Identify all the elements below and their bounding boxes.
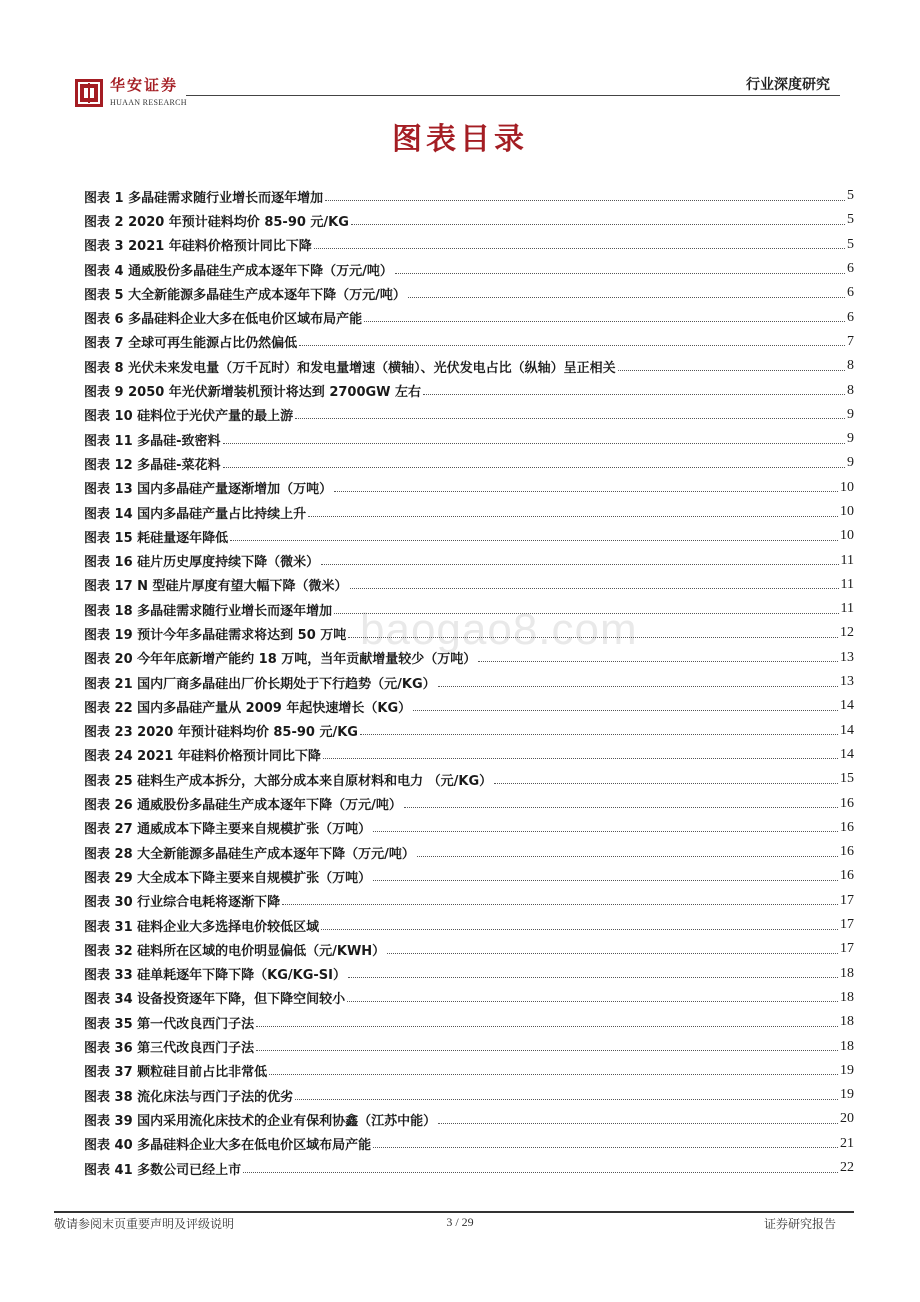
toc-entry[interactable] xyxy=(84,330,854,354)
toc-entry[interactable] xyxy=(84,889,854,913)
toc-entry-label[interactable]: 图表 35 第一代改良西门子法 xyxy=(84,1016,255,1032)
toc-entry-page[interactable]: 5 xyxy=(847,212,854,228)
toc-entry-label[interactable]: 图表 26 通威股份多晶硅生产成本逐年下降（万元/吨） xyxy=(84,798,402,814)
toc-entry-page[interactable]: 17 xyxy=(840,892,854,908)
toc-dot-leader xyxy=(299,345,845,346)
footer-page-number: 3 / 29 xyxy=(446,1215,474,1229)
toc-entry-label[interactable]: 图表 41 多数公司已经上市 xyxy=(84,1162,242,1178)
toc-entry-page[interactable]: 8 xyxy=(847,382,854,398)
toc-entry[interactable] xyxy=(84,1132,854,1156)
toc-entry[interactable] xyxy=(84,524,854,548)
toc-entry-page[interactable]: 6 xyxy=(847,309,854,325)
toc-entry[interactable] xyxy=(84,670,854,694)
toc-dot-leader xyxy=(417,856,838,857)
toc-entry[interactable] xyxy=(84,767,854,791)
toc-dot-leader xyxy=(348,977,838,978)
toc-entry-label[interactable]: 图表 15 耗硅量逐年降低 xyxy=(84,530,229,546)
toc-entry-label[interactable]: 图表 20 今年年底新增产能约 18 万吨，当年贡献增量较少（万吨） xyxy=(84,652,477,668)
toc-dot-leader xyxy=(282,904,838,905)
toc-dot-leader xyxy=(323,758,838,759)
toc-entry-label[interactable]: 图表 10 硅料位于光伏产量的最上游 xyxy=(84,409,294,425)
toc-entry-label[interactable]: 图表 40 多晶硅料企业大多在低电价区域布局产能 xyxy=(84,1138,372,1154)
toc-dot-leader xyxy=(243,1172,838,1173)
toc-entry-page[interactable]: 18 xyxy=(840,1014,854,1030)
toc-dot-leader xyxy=(373,1147,838,1148)
toc-entry[interactable] xyxy=(84,1010,854,1034)
toc-entry[interactable] xyxy=(84,208,854,232)
toc-entry-label[interactable]: 图表 4 通威股份多晶硅生产成本逐年下降（万元/吨） xyxy=(84,263,393,279)
toc-entry-label[interactable]: 图表 17 N 型硅片厚度有望大幅下降（微米） xyxy=(84,579,348,595)
toc-entry-label[interactable]: 图表 29 大全成本下降主要来自规模扩张（万吨） xyxy=(84,870,372,886)
toc-dot-leader xyxy=(360,734,838,735)
toc-entry-page[interactable]: 19 xyxy=(840,1062,854,1078)
toc-entry[interactable] xyxy=(84,864,854,888)
toc-entry[interactable] xyxy=(84,816,854,840)
toc-entry-label[interactable]: 图表 6 多晶硅料企业大多在低电价区域布局产能 xyxy=(84,312,363,328)
toc-entry-label[interactable]: 图表 16 硅片历史厚度持续下降（微米） xyxy=(84,555,320,571)
toc-dot-leader xyxy=(373,831,838,832)
toc-entry[interactable] xyxy=(84,913,854,937)
toc-entry-page[interactable]: 16 xyxy=(840,795,854,811)
footer-report-type: 证券研究报告 xyxy=(763,1217,836,1231)
toc-dot-leader xyxy=(269,1074,838,1075)
toc-entry-label[interactable]: 图表 2 2020 年预计硅料均价 85-90 元/KG xyxy=(84,214,349,230)
toc-entry[interactable] xyxy=(84,986,854,1010)
toc-dot-leader xyxy=(373,880,838,881)
toc-entry-label[interactable]: 图表 25 硅料生产成本拆分，大部分成本来自原材料和电力 （元/KG） xyxy=(84,773,493,789)
toc-dot-leader xyxy=(256,1050,838,1051)
toc-entry-label[interactable]: 图表 13 国内多晶硅产量逐渐增加（万吨） xyxy=(84,482,333,498)
toc-entry-label[interactable]: 图表 14 国内多晶硅产量占比持续上升 xyxy=(84,506,307,522)
toc-entry-page[interactable]: 6 xyxy=(847,261,854,277)
toc-entry-page[interactable]: 9 xyxy=(847,455,854,471)
toc-dot-leader xyxy=(347,1001,838,1002)
toc-entry-page[interactable]: 14 xyxy=(840,722,854,738)
toc-entry-page[interactable]: 10 xyxy=(840,504,854,519)
toc-entry-label[interactable]: 图表 22 国内多晶硅产量从 2009 年起快速增长（KG） xyxy=(84,700,412,716)
toc-entry-page[interactable]: 17 xyxy=(840,941,854,957)
toc-entry-page[interactable]: 6 xyxy=(847,285,854,301)
toc-dot-leader xyxy=(321,929,838,930)
toc-dot-leader xyxy=(334,613,838,614)
toc-entry[interactable] xyxy=(84,233,854,257)
toc-entry-page[interactable]: 8 xyxy=(847,358,854,374)
toc-entry[interactable] xyxy=(84,840,854,864)
toc-entry-page[interactable]: 18 xyxy=(840,965,854,981)
toc-entry[interactable] xyxy=(84,621,854,645)
toc-entry-label[interactable]: 图表 24 2021 年硅料价格预计同比下降 xyxy=(84,749,321,765)
toc-entry-label[interactable]: 图表 19 预计今年多晶硅需求将达到 50 万吨 xyxy=(84,627,347,643)
toc-entry-page[interactable]: 19 xyxy=(840,1087,854,1103)
toc-entry[interactable] xyxy=(84,1034,854,1058)
page-header xyxy=(74,74,840,114)
toc-entry[interactable] xyxy=(84,281,854,305)
toc-dot-leader xyxy=(494,783,838,784)
toc-entry-label[interactable]: 图表 27 通威成本下降主要来自规模扩张（万吨） xyxy=(84,822,372,838)
toc-entry-label[interactable]: 图表 18 多晶硅需求随行业增长而逐年增加 xyxy=(84,603,333,619)
toc-entry-page[interactable]: 13 xyxy=(840,649,854,665)
toc-entry-label[interactable]: 图表 5 大全新能源多晶硅生产成本逐年下降（万元/吨） xyxy=(84,287,406,303)
toc-entry[interactable] xyxy=(84,378,854,402)
toc-entry[interactable] xyxy=(84,694,854,718)
toc-entry[interactable] xyxy=(84,597,854,621)
toc-entry-page[interactable]: 9 xyxy=(847,406,854,422)
toc-entry-page[interactable]: 11 xyxy=(840,552,854,568)
watermark: baogao8.com xyxy=(360,605,638,654)
toc-entry[interactable] xyxy=(84,791,854,815)
toc-entry-page[interactable]: 13 xyxy=(840,674,854,690)
toc-dot-leader xyxy=(438,686,838,687)
toc-entry-page[interactable]: 14 xyxy=(840,698,854,714)
toc-entry-page[interactable]: 12 xyxy=(840,625,854,641)
toc-entry-label[interactable]: 图表 32 硅料所在区域的电价明显偏低（元/KWH） xyxy=(84,943,386,959)
logo-english-name: HUAAN RESEARCH xyxy=(110,98,187,107)
toc-dot-leader xyxy=(404,807,838,808)
toc-entry[interactable] xyxy=(84,1156,854,1180)
toc-entry-page[interactable]: 17 xyxy=(840,917,854,933)
footer-divider xyxy=(54,1211,854,1213)
toc-dot-leader xyxy=(314,248,845,249)
toc-entry-page[interactable]: 7 xyxy=(847,333,854,349)
toc-dot-leader xyxy=(413,710,838,711)
huaan-logo-icon xyxy=(74,78,104,108)
toc-entry[interactable] xyxy=(84,1083,854,1107)
toc-entry[interactable] xyxy=(84,451,854,475)
toc-entry-page[interactable]: 11 xyxy=(840,601,854,617)
toc-entry[interactable] xyxy=(84,743,854,767)
toc-entry[interactable] xyxy=(84,305,854,329)
toc-entry-label[interactable]: 图表 31 硅料企业大多选择电价较低区域 xyxy=(84,919,320,935)
toc-entry-page[interactable]: 16 xyxy=(840,844,854,860)
toc-dot-leader xyxy=(223,443,845,444)
footer-disclaimer: 敬请参阅末页重要声明及评级说明 xyxy=(54,1217,235,1231)
toc-entry[interactable] xyxy=(84,719,854,743)
toc-entry-label[interactable]: 图表 7 全球可再生能源占比仍然偏低 xyxy=(84,336,298,352)
toc-entry[interactable] xyxy=(84,1059,854,1083)
toc-entry-page[interactable]: 9 xyxy=(847,431,854,447)
toc-dot-leader xyxy=(321,564,838,565)
toc-entry[interactable] xyxy=(84,646,854,670)
toc-entry[interactable] xyxy=(84,548,854,572)
header-divider xyxy=(186,95,840,96)
toc-entry[interactable] xyxy=(84,937,854,961)
toc-entry-label[interactable]: 图表 12 多晶硅-菜花料 xyxy=(84,457,221,473)
toc-entry-page[interactable]: 18 xyxy=(840,1038,854,1054)
toc-entry-label[interactable]: 图表 33 硅单耗逐年下降下降（KG/KG-SI） xyxy=(84,968,346,984)
toc-dot-leader xyxy=(408,297,845,298)
figure-table-of-contents xyxy=(84,184,854,1180)
toc-dot-leader xyxy=(308,516,838,517)
logo-chinese-name: 华安证券 xyxy=(110,76,179,94)
toc-dot-leader xyxy=(423,394,845,395)
toc-dot-leader xyxy=(387,953,838,954)
page-title: 图表目录 xyxy=(392,122,528,157)
toc-entry-label[interactable]: 图表 37 颗粒硅目前占比非常低 xyxy=(84,1065,268,1081)
toc-entry-page[interactable]: 15 xyxy=(840,771,854,787)
toc-entry-page[interactable]: 5 xyxy=(847,236,854,252)
toc-entry-page[interactable]: 10 xyxy=(840,528,854,544)
toc-dot-leader xyxy=(256,1026,838,1027)
toc-dot-leader xyxy=(348,637,838,638)
toc-entry-label[interactable]: 图表 21 国内厂商多晶硅出厂价长期处于下行趋势（元/KG） xyxy=(84,676,436,692)
toc-dot-leader xyxy=(478,661,838,662)
toc-entry-page[interactable]: 21 xyxy=(840,1135,854,1151)
toc-dot-leader xyxy=(223,467,845,468)
toc-dot-leader xyxy=(325,200,845,201)
toc-entry-page[interactable]: 10 xyxy=(840,479,854,495)
toc-entry[interactable] xyxy=(84,476,854,500)
toc-entry[interactable] xyxy=(84,500,854,524)
toc-entry-label[interactable]: 图表 9 2050 年光伏新增装机预计将达到 2700GW 左右 xyxy=(84,385,422,401)
report-category: 行业深度研究 xyxy=(746,77,830,93)
toc-entry[interactable] xyxy=(84,962,854,986)
toc-entry-label[interactable]: 图表 1 多晶硅需求随行业增长而逐年增加 xyxy=(84,190,324,206)
toc-entry-page[interactable]: 20 xyxy=(840,1111,854,1127)
toc-entry-label[interactable]: 图表 3 2021 年硅料价格预计同比下降 xyxy=(84,239,312,255)
toc-entry-page[interactable]: 11 xyxy=(840,576,854,592)
toc-entry-label[interactable]: 图表 30 行业综合电耗将逐渐下降 xyxy=(84,895,281,911)
toc-entry-label[interactable]: 图表 11 多晶硅-致密料 xyxy=(84,433,221,449)
toc-entry[interactable] xyxy=(84,257,854,281)
toc-entry-label[interactable]: 图表 36 第三代改良西门子法 xyxy=(84,1041,255,1057)
toc-entry-page[interactable]: 22 xyxy=(840,1160,854,1176)
toc-dot-leader xyxy=(230,540,838,541)
toc-dot-leader xyxy=(364,321,845,322)
toc-entry-page[interactable]: 16 xyxy=(840,819,854,835)
toc-entry[interactable] xyxy=(84,427,854,451)
toc-dot-leader xyxy=(618,370,845,371)
toc-dot-leader xyxy=(295,418,845,419)
toc-dot-leader xyxy=(350,588,839,589)
toc-entry[interactable] xyxy=(84,184,854,208)
toc-entry-page[interactable]: 5 xyxy=(847,188,854,204)
toc-entry-label[interactable]: 图表 38 流化床法与西门子法的优劣 xyxy=(84,1089,294,1105)
toc-dot-leader xyxy=(351,224,845,225)
toc-entry-label[interactable]: 图表 34 设备投资逐年下降，但下降空间较小 xyxy=(84,992,346,1008)
toc-dot-leader xyxy=(334,491,838,492)
toc-entry-label[interactable]: 图表 8 光伏未来发电量（万千瓦时）和发电量增速（横轴）、光伏发电占比（纵轴）呈正相关 xyxy=(84,360,616,376)
toc-entry-page[interactable]: 18 xyxy=(840,989,854,1005)
toc-entry-page[interactable]: 16 xyxy=(840,868,854,884)
toc-dot-leader xyxy=(295,1099,838,1100)
toc-entry-label[interactable]: 图表 23 2020 年预计硅料均价 85-90 元/KG xyxy=(84,725,358,741)
toc-dot-leader xyxy=(438,1123,838,1124)
toc-entry[interactable] xyxy=(84,1107,854,1131)
toc-dot-leader xyxy=(395,273,845,274)
toc-entry[interactable] xyxy=(84,573,854,597)
toc-entry[interactable] xyxy=(84,403,854,427)
toc-entry-label[interactable]: 图表 39 国内采用流化床技术的企业有保利协鑫（江苏中能） xyxy=(84,1113,437,1129)
toc-entry[interactable] xyxy=(84,354,854,378)
toc-entry-label[interactable]: 图表 28 大全新能源多晶硅生产成本逐年下降（万元/吨） xyxy=(84,846,415,862)
toc-entry-page[interactable]: 14 xyxy=(840,746,854,762)
